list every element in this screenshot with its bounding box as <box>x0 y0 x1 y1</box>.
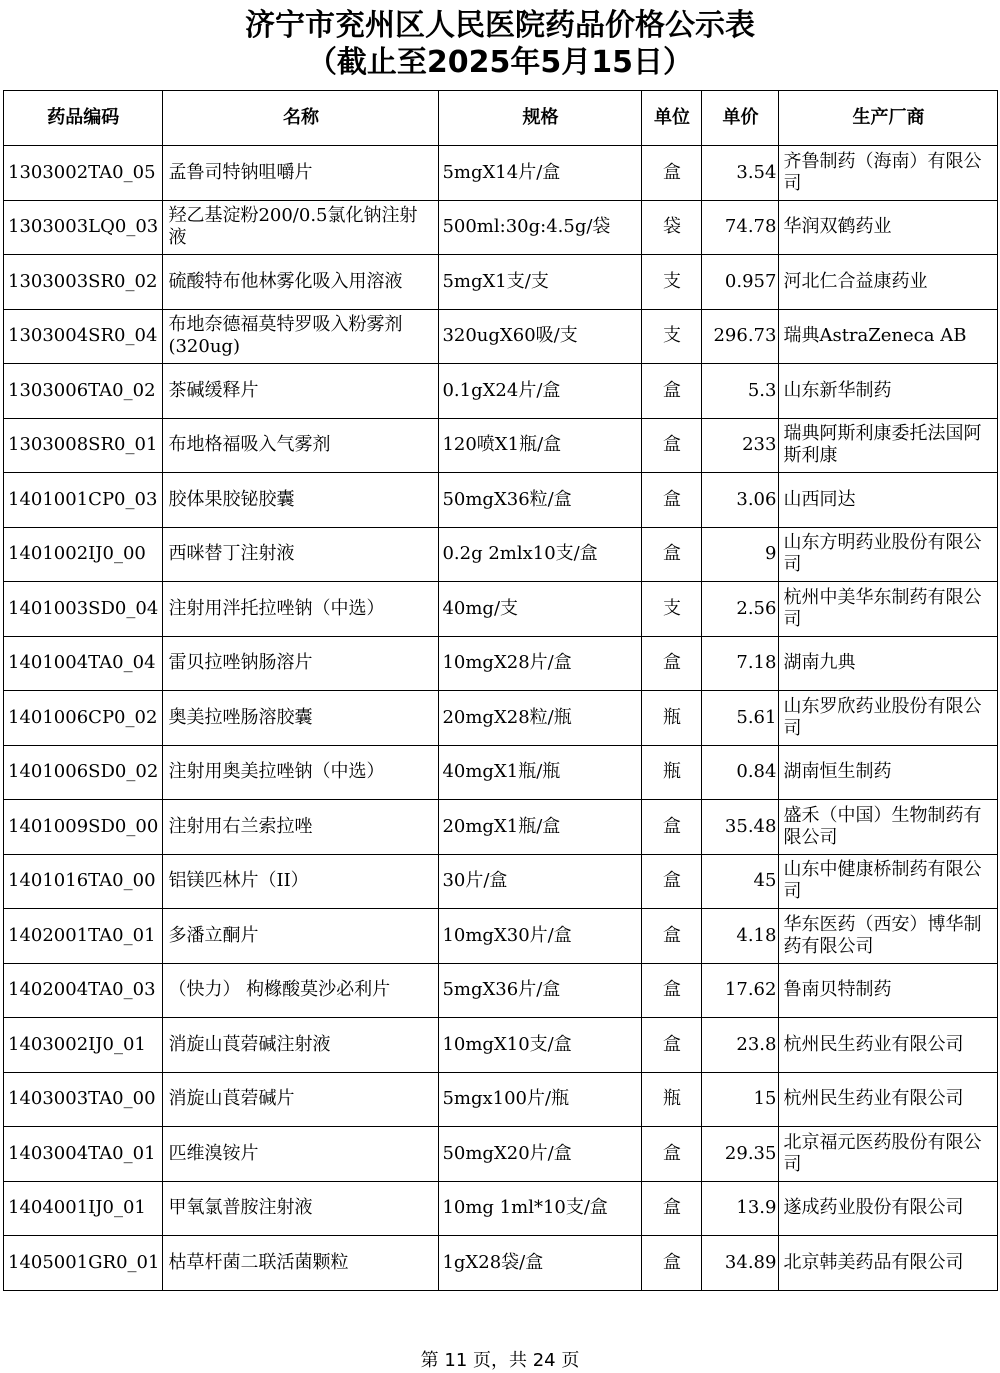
drug-unit-cell: 盒 <box>642 527 702 582</box>
drug-spec-cell: 500ml:30g:4.5g/袋 <box>439 200 642 255</box>
drug-spec-cell: 5mgX36片/盒 <box>439 963 642 1018</box>
table-row <box>4 146 998 201</box>
drug-code-cell: 1402001TA0_01 <box>4 909 163 964</box>
drug-code-cell: 1303006TA0_02 <box>4 364 163 419</box>
drug-manufacturer-cell: 山东中健康桥制药有限公司 <box>779 854 998 909</box>
drug-code-cell: 1401016TA0_00 <box>4 854 163 909</box>
drug-code-cell: 1404001IJ0_01 <box>4 1181 163 1236</box>
drug-unit-cell: 支 <box>642 255 702 310</box>
drug-code-cell: 1303003SR0_02 <box>4 255 163 310</box>
drug-unit-cell: 盒 <box>642 473 702 528</box>
drug-price-cell: 5.3 <box>702 364 779 419</box>
drug-manufacturer-cell: 北京福元医药股份有限公司 <box>779 1127 998 1182</box>
header-row <box>4 91 998 146</box>
drug-manufacturer-cell: 湖南九典 <box>779 636 998 691</box>
drug-spec-cell: 10mgX30片/盒 <box>439 909 642 964</box>
drug-code-cell: 1401006SD0_02 <box>4 745 163 800</box>
header-price: 单价 <box>702 91 779 146</box>
table-row <box>4 1127 998 1182</box>
drug-manufacturer-cell: 杭州民生药业有限公司 <box>779 1018 998 1073</box>
drug-code-cell: 1303003LQ0_03 <box>4 200 163 255</box>
table-row <box>4 1018 998 1073</box>
drug-code-cell: 1401009SD0_00 <box>4 800 163 855</box>
drug-unit-cell: 支 <box>642 582 702 637</box>
header-code: 药品编码 <box>4 91 163 146</box>
drug-price-cell: 4.18 <box>702 909 779 964</box>
drug-unit-cell: 瓶 <box>642 745 702 800</box>
drug-name-cell: 西咪替丁注射液 <box>163 527 439 582</box>
drug-unit-cell: 盒 <box>642 418 702 473</box>
drug-code-cell: 1403004TA0_01 <box>4 1127 163 1182</box>
drug-manufacturer-cell: 河北仁合益康药业 <box>779 255 998 310</box>
price-table <box>3 90 998 1291</box>
drug-spec-cell: 50mgX36粒/盒 <box>439 473 642 528</box>
drug-code-cell: 1405001GR0_01 <box>4 1236 163 1291</box>
drug-spec-cell: 50mgX20片/盒 <box>439 1127 642 1182</box>
drug-name-cell: 硫酸特布他林雾化吸入用溶液 <box>163 255 439 310</box>
drug-unit-cell: 盒 <box>642 1181 702 1236</box>
drug-name-cell: 消旋山莨菪碱注射液 <box>163 1018 439 1073</box>
drug-code-cell: 1401004TA0_04 <box>4 636 163 691</box>
drug-manufacturer-cell: 华东医药（西安）博华制药有限公司 <box>779 909 998 964</box>
table-row <box>4 745 998 800</box>
drug-code-cell: 1403003TA0_00 <box>4 1072 163 1127</box>
drug-spec-cell: 10mgX28片/盒 <box>439 636 642 691</box>
drug-price-cell: 296.73 <box>702 309 779 364</box>
drug-price-cell: 29.35 <box>702 1127 779 1182</box>
drug-price-cell: 23.8 <box>702 1018 779 1073</box>
drug-price-cell: 17.62 <box>702 963 779 1018</box>
drug-manufacturer-cell: 杭州中美华东制药有限公司 <box>779 582 998 637</box>
table-row <box>4 473 998 528</box>
drug-price-cell: 35.48 <box>702 800 779 855</box>
table-row <box>4 255 998 310</box>
drug-name-cell: 奥美拉唑肠溶胶囊 <box>163 691 439 746</box>
drug-name-cell: 孟鲁司特钠咀嚼片 <box>163 146 439 201</box>
drug-spec-cell: 320ugX60吸/支 <box>439 309 642 364</box>
table-row <box>4 691 998 746</box>
drug-unit-cell: 盒 <box>642 1236 702 1291</box>
drug-unit-cell: 盒 <box>642 909 702 964</box>
header-unit: 单位 <box>642 91 702 146</box>
drug-name-cell: 布地奈德福莫特罗吸入粉雾剂(320ug) <box>163 309 439 364</box>
drug-name-cell: 注射用泮托拉唑钠（中选） <box>163 582 439 637</box>
drug-code-cell: 1303004SR0_04 <box>4 309 163 364</box>
table-row <box>4 364 998 419</box>
drug-manufacturer-cell: 湖南恒生制药 <box>779 745 998 800</box>
drug-unit-cell: 支 <box>642 309 702 364</box>
drug-spec-cell: 20mgX28粒/瓶 <box>439 691 642 746</box>
drug-unit-cell: 袋 <box>642 200 702 255</box>
header-name: 名称 <box>163 91 439 146</box>
drug-manufacturer-cell: 鲁南贝特制药 <box>779 963 998 1018</box>
drug-spec-cell: 10mg 1ml*10支/盒 <box>439 1181 642 1236</box>
table-row <box>4 582 998 637</box>
drug-name-cell: 茶碱缓释片 <box>163 364 439 419</box>
drug-unit-cell: 盒 <box>642 636 702 691</box>
drug-name-cell: 枯草杆菌二联活菌颗粒 <box>163 1236 439 1291</box>
table-row <box>4 309 998 364</box>
drug-name-cell: 羟乙基淀粉200/0.5氯化钠注射液 <box>163 200 439 255</box>
drug-manufacturer-cell: 遂成药业股份有限公司 <box>779 1181 998 1236</box>
drug-spec-cell: 30片/盒 <box>439 854 642 909</box>
drug-name-cell: 消旋山莨菪碱片 <box>163 1072 439 1127</box>
drug-code-cell: 1303008SR0_01 <box>4 418 163 473</box>
drug-unit-cell: 盒 <box>642 963 702 1018</box>
table-row <box>4 1072 998 1127</box>
drug-name-cell: 多潘立酮片 <box>163 909 439 964</box>
table-row <box>4 527 998 582</box>
drug-manufacturer-cell: 盛禾（中国）生物制药有限公司 <box>779 800 998 855</box>
drug-unit-cell: 盒 <box>642 364 702 419</box>
drug-spec-cell: 0.2g 2mlx10支/盒 <box>439 527 642 582</box>
drug-name-cell: 布地格福吸入气雾剂 <box>163 418 439 473</box>
page-subtitle: （截止至2025年5月15日） <box>306 45 694 80</box>
table-row <box>4 1236 998 1291</box>
header-spec: 规格 <box>439 91 642 146</box>
drug-price-cell: 7.18 <box>702 636 779 691</box>
page-footer: 第 11 页，共 24 页 <box>420 1350 580 1371</box>
table-row <box>4 1181 998 1236</box>
drug-spec-cell: 40mg/支 <box>439 582 642 637</box>
drug-price-cell: 45 <box>702 854 779 909</box>
drug-manufacturer-cell: 山东方明药业股份有限公司 <box>779 527 998 582</box>
drug-manufacturer-cell: 瑞典阿斯利康委托法国阿斯利康 <box>779 418 998 473</box>
drug-manufacturer-cell: 杭州民生药业有限公司 <box>779 1072 998 1127</box>
drug-spec-cell: 5mgX14片/盒 <box>439 146 642 201</box>
drug-manufacturer-cell: 山西同达 <box>779 473 998 528</box>
drug-spec-cell: 120喷X1瓶/盒 <box>439 418 642 473</box>
drug-spec-cell: 5mgx100片/瓶 <box>439 1072 642 1127</box>
drug-price-cell: 15 <box>702 1072 779 1127</box>
drug-price-cell: 34.89 <box>702 1236 779 1291</box>
drug-manufacturer-cell: 齐鲁制药（海南）有限公司 <box>779 146 998 201</box>
drug-price-cell: 0.957 <box>702 255 779 310</box>
drug-price-cell: 9 <box>702 527 779 582</box>
drug-price-cell: 13.9 <box>702 1181 779 1236</box>
drug-name-cell: 注射用右兰索拉唑 <box>163 800 439 855</box>
table-row <box>4 636 998 691</box>
drug-unit-cell: 盒 <box>642 146 702 201</box>
drug-code-cell: 1401006CP0_02 <box>4 691 163 746</box>
drug-code-cell: 1401002IJ0_00 <box>4 527 163 582</box>
header-manufacturer: 生产厂商 <box>779 91 998 146</box>
drug-unit-cell: 盒 <box>642 854 702 909</box>
table-row <box>4 418 998 473</box>
drug-price-cell: 233 <box>702 418 779 473</box>
drug-unit-cell: 瓶 <box>642 691 702 746</box>
drug-code-cell: 1303002TA0_05 <box>4 146 163 201</box>
drug-code-cell: 1401001CP0_03 <box>4 473 163 528</box>
table-row <box>4 800 998 855</box>
drug-unit-cell: 盒 <box>642 800 702 855</box>
page-title: 济宁市兖州区人民医院药品价格公示表 <box>245 8 755 43</box>
drug-name-cell: 甲氧氯普胺注射液 <box>163 1181 439 1236</box>
drug-price-cell: 0.84 <box>702 745 779 800</box>
drug-name-cell: （快力） 枸橼酸莫沙必利片 <box>163 963 439 1018</box>
drug-spec-cell: 0.1gX24片/盒 <box>439 364 642 419</box>
drug-name-cell: 匹维溴铵片 <box>163 1127 439 1182</box>
drug-price-cell: 3.54 <box>702 146 779 201</box>
drug-spec-cell: 20mgX1瓶/盒 <box>439 800 642 855</box>
drug-price-cell: 3.06 <box>702 473 779 528</box>
drug-name-cell: 雷贝拉唑钠肠溶片 <box>163 636 439 691</box>
drug-name-cell: 铝镁匹林片（II） <box>163 854 439 909</box>
drug-price-cell: 74.78 <box>702 200 779 255</box>
drug-spec-cell: 1gX28袋/盒 <box>439 1236 642 1291</box>
drug-price-cell: 5.61 <box>702 691 779 746</box>
table-row <box>4 200 998 255</box>
drug-code-cell: 1403002IJ0_01 <box>4 1018 163 1073</box>
drug-spec-cell: 10mgX10支/盒 <box>439 1018 642 1073</box>
drug-spec-cell: 40mgX1瓶/瓶 <box>439 745 642 800</box>
drug-unit-cell: 瓶 <box>642 1072 702 1127</box>
drug-manufacturer-cell: 山东新华制药 <box>779 364 998 419</box>
table-row <box>4 854 998 909</box>
drug-code-cell: 1402004TA0_03 <box>4 963 163 1018</box>
table-row <box>4 909 998 964</box>
drug-manufacturer-cell: 北京韩美药品有限公司 <box>779 1236 998 1291</box>
drug-code-cell: 1401003SD0_04 <box>4 582 163 637</box>
drug-price-cell: 2.56 <box>702 582 779 637</box>
drug-manufacturer-cell: 瑞典AstraZeneca AB <box>779 309 998 364</box>
drug-manufacturer-cell: 华润双鹤药业 <box>779 200 998 255</box>
drug-unit-cell: 盒 <box>642 1018 702 1073</box>
drug-manufacturer-cell: 山东罗欣药业股份有限公司 <box>779 691 998 746</box>
table-row <box>4 963 998 1018</box>
drug-unit-cell: 盒 <box>642 1127 702 1182</box>
drug-name-cell: 注射用奥美拉唑钠（中选） <box>163 745 439 800</box>
drug-name-cell: 胶体果胶铋胶囊 <box>163 473 439 528</box>
drug-spec-cell: 5mgX1支/支 <box>439 255 642 310</box>
